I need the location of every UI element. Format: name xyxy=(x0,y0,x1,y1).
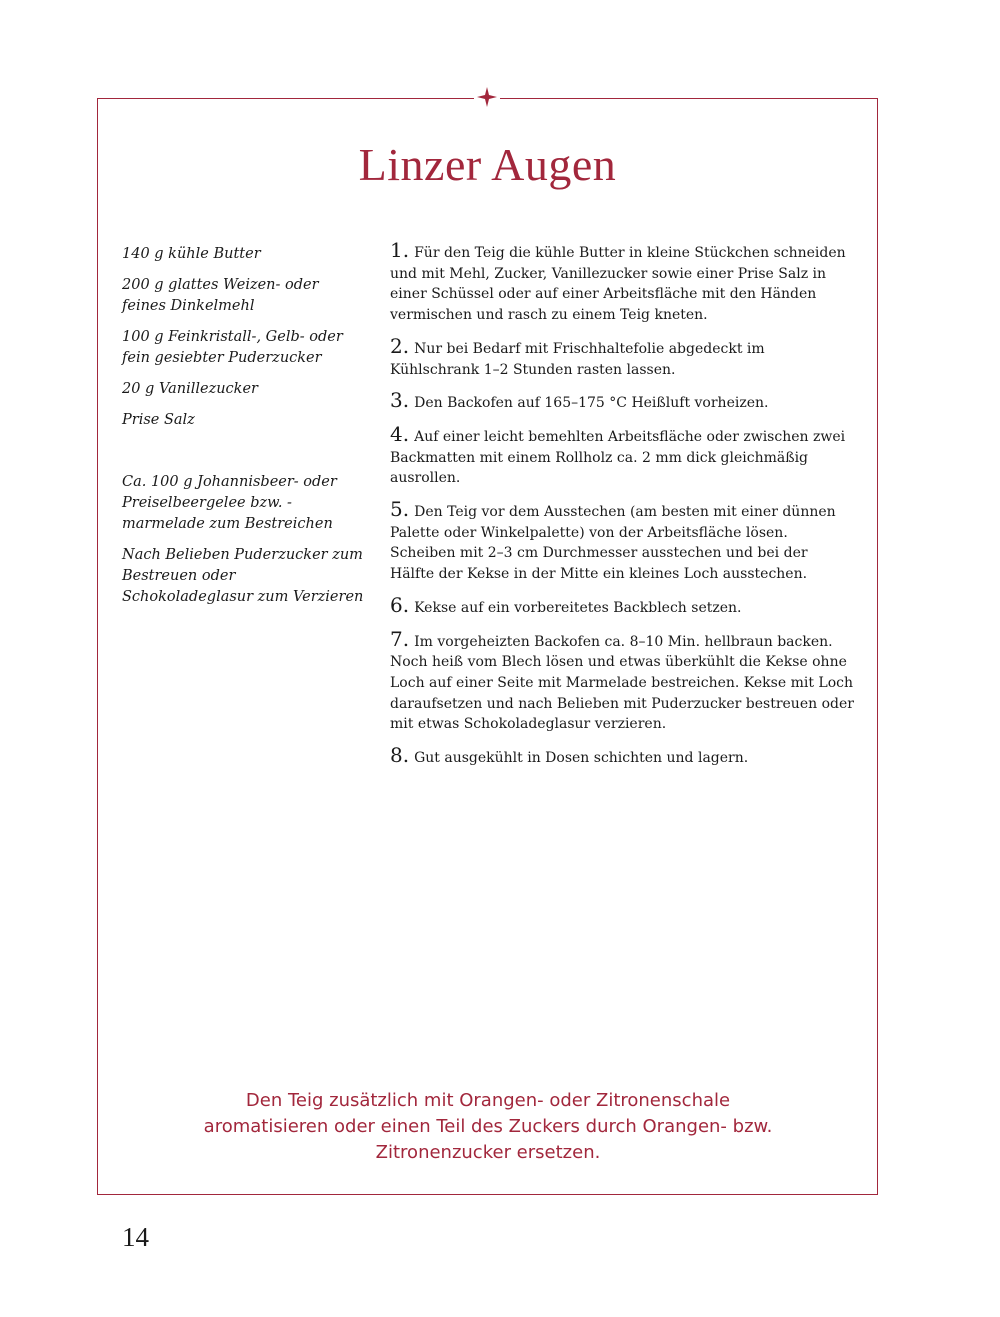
ingredient-item: Nach Belieben Puderzucker zum Bestreuen oder Schokoladeglasur zum Verzieren xyxy=(122,547,364,605)
four-point-star-icon xyxy=(474,84,500,110)
page-number: 14 xyxy=(122,1222,149,1252)
ingredient-item: 140 g kühle Butter xyxy=(122,246,261,262)
preparation-steps xyxy=(390,240,855,779)
step-item xyxy=(390,592,855,619)
step-number: 2. xyxy=(390,333,410,358)
step-number: 6. xyxy=(390,592,410,617)
ingredients-list xyxy=(122,244,367,618)
ingredient-group-spacer xyxy=(122,441,367,472)
step-number: 4. xyxy=(390,421,410,446)
step-text: Auf einer leicht bemehlten Arbeitsfläche oder zwischen zwei Backmatten mit einem Rollholz ca. 2 mm dick gleichmäßig ausrollen. xyxy=(390,428,846,487)
step-text: Im vorgeheizten Backofen ca. 8–10 Min. hellbraun backen. Noch heiß vom Blech lösen und etwas überkühlt die Kekse ohne Loch auf einer Seite mit Marmelade bestreichen. Kekse mit Loch daraufsetzen und nach Belieben mit Puderzucker bestreuen oder mit etwas Schokoladeglasur verzieren. xyxy=(390,633,854,733)
ingredient-item: 20 g Vanillezucker xyxy=(122,381,258,397)
step-item xyxy=(390,499,855,585)
step-text: Den Backofen auf 165–175 °C Heißluft vorheizen. xyxy=(414,395,769,412)
ingredient-item: 200 g glattes Weizen- oder feines Dinkelmehl xyxy=(122,277,319,314)
step-text: Nur bei Bedarf mit Frischhaltefolie abgedeckt im Kühlschrank 1–2 Stunden rasten lassen. xyxy=(390,340,765,378)
step-number: 3. xyxy=(390,388,410,413)
step-item xyxy=(390,390,855,414)
step-text: Kekse auf ein vorbereitetes Backblech setzen. xyxy=(414,599,742,616)
recipe-title: Linzer Augen xyxy=(358,139,617,190)
ingredient-item: 100 g Feinkristall-, Gelb- oder fein gesiebter Puderzucker xyxy=(122,329,343,366)
ingredient-item: Ca. 100 g Johannisbeer- oder Preiselbeergelee bzw. -marmelade zum Bestreichen xyxy=(122,474,337,532)
step-number: 7. xyxy=(390,626,410,651)
step-number: 5. xyxy=(390,497,410,522)
step-text: Den Teig vor dem Ausstechen (am besten mit einer dünnen Palette oder Winkelpalette) von der Arbeitsfläche lösen. Scheiben mit 2–3 cm Durchmesser ausstechen und bei der Hälfte der Kekse in der Mitte ein kleines Loch ausstechen. xyxy=(390,504,836,583)
step-text: Für den Teig die kühle Butter in kleine Stückchen schneiden und mit Mehl, Zucker, Vanillezucker sowie einer Prise Salz in einer Schüssel oder auf einer Arbeitsfläche mit den Händen vermischen und rasch zu einem Teig kneten. xyxy=(390,245,846,324)
ingredient-item: Prise Salz xyxy=(122,412,195,428)
step-item xyxy=(390,421,855,489)
recipe-tip: Den Teig zusätzlich mit Orangen- oder Zitronenschale aromatisieren oder einen Teil des Zuckers durch Orangen- bzw. Zitronenzucker ersetzen. xyxy=(203,1090,773,1163)
step-item xyxy=(390,333,855,380)
step-number: 1. xyxy=(390,238,410,262)
step-text: Gut ausgekühlt in Dosen schichten und lagern. xyxy=(414,750,749,767)
step-item xyxy=(390,745,855,769)
step-number: 8. xyxy=(390,743,410,768)
step-item xyxy=(390,626,855,736)
step-item xyxy=(390,240,855,326)
